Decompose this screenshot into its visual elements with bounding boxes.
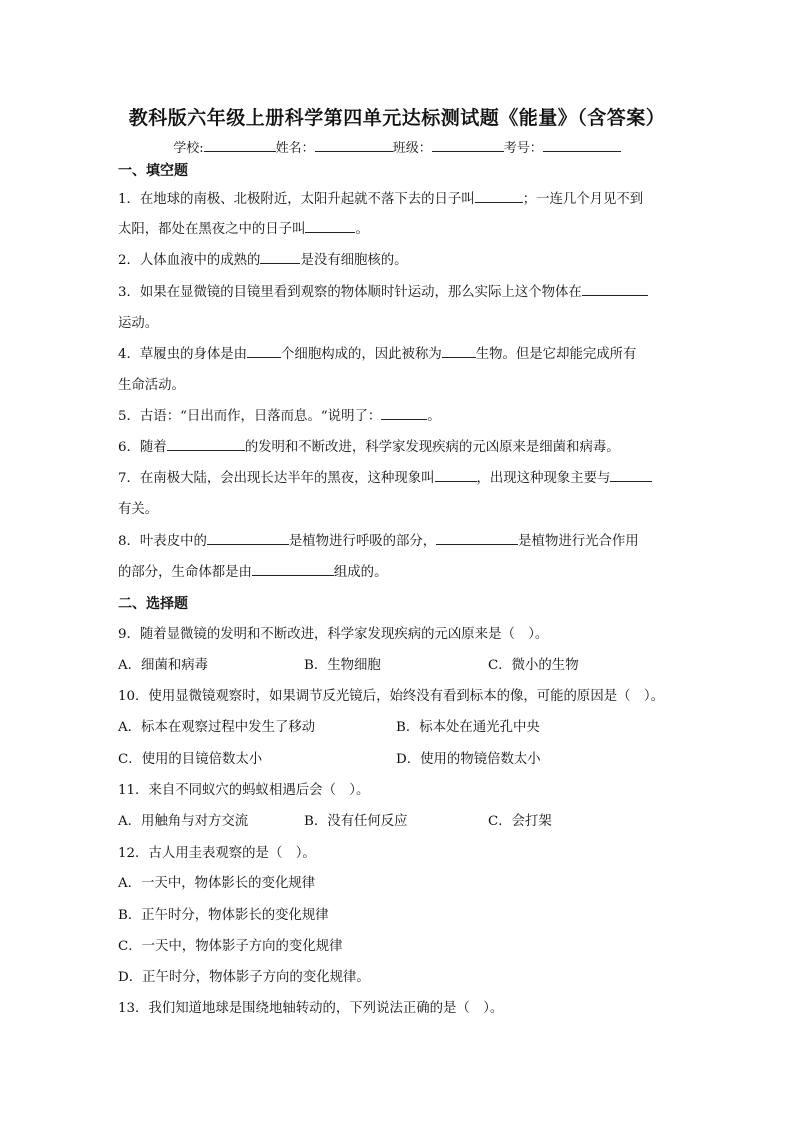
student-info-row: [0, 137, 794, 156]
question-11: 11．来自不同蚁穴的蚂蚁相遇后会（ ）。: [118, 783, 370, 798]
blank-q1-2[interactable]: [305, 219, 355, 233]
q9-option-a[interactable]: A．细菌和病毒: [118, 658, 209, 673]
q12-option-b[interactable]: B．正午时分，物体影长的变化规律: [118, 908, 329, 923]
number-label: 考号：: [503, 141, 543, 156]
blank-q2[interactable]: [260, 250, 300, 264]
question-8-line1: 8．叶表皮中的 是植物进行呼吸的部分， 是植物进行光合作用: [118, 530, 639, 549]
section-fill-in-blank: 一、填空题: [118, 163, 188, 179]
question-2: 2．人体血液中的成熟的 是没有细胞核的。: [118, 249, 408, 268]
q10-option-c[interactable]: C．使用的目镜倍数太小: [118, 752, 263, 767]
q12-option-a[interactable]: A．一天中，物体影长的变化规律: [118, 876, 316, 891]
q9-option-b[interactable]: B．生物细胞: [304, 658, 381, 673]
question-4-line1: 4．草履虫的身体是由 个细胞构成的，因此被称为 生物。但是它却能完成所有: [118, 343, 636, 362]
blank-q7-1[interactable]: [435, 468, 477, 482]
name-field[interactable]: [315, 138, 393, 152]
question-5: 5．古语：“日出而作，日落而息。“说明了： 。: [118, 405, 441, 424]
question-3-line1: 3．如果在显微镜的目镜里看到观察的物体顺时针运动，那么实际上这个物体在: [118, 281, 648, 300]
class-field[interactable]: [432, 138, 504, 152]
q10-option-d[interactable]: D．使用的物镜倍数太小: [396, 752, 541, 767]
q9-option-c[interactable]: C．微小的生物: [488, 658, 579, 673]
question-13: 13．我们知道地球是围绕地轴转动的，下列说法正确的是（ ）。: [118, 1001, 504, 1016]
q11-option-c[interactable]: C．会打架: [488, 814, 552, 829]
q10-option-b[interactable]: B．标本处在通光孔中央: [396, 720, 540, 735]
question-9: 9．随着显微镜的发明和不断改进，科学家发现疾病的元凶原来是（ ）。: [118, 627, 549, 642]
question-7-line2: 有关。: [118, 502, 159, 517]
blank-q8-3[interactable]: [252, 562, 334, 576]
q10-option-a[interactable]: A．标本在观察过程中发生了移动: [118, 720, 316, 735]
blank-q1-1[interactable]: [475, 189, 523, 203]
question-4-line2: 生命活动。: [118, 378, 185, 393]
question-8-line2: 的部分，生命体都是由 组成的。: [118, 561, 387, 580]
q11-option-b[interactable]: B．没有任何反应: [304, 814, 408, 829]
question-10: 10．使用显微镜观察时，如果调节反光镜后，始终没有看到标本的像，可能的原因是（ ）。: [118, 689, 664, 704]
number-field[interactable]: [543, 138, 621, 152]
blank-q4-1[interactable]: [247, 344, 281, 358]
q12-option-c[interactable]: C．一天中，物体影子方向的变化规律: [118, 939, 343, 954]
blank-q3[interactable]: [582, 282, 648, 296]
school-label: 学校:: [173, 141, 204, 156]
blank-q8-2[interactable]: [436, 531, 518, 545]
blank-q8-1[interactable]: [207, 531, 289, 545]
blank-q7-2[interactable]: [610, 468, 652, 482]
question-12: 12．古人用圭表观察的是（ ）。: [118, 846, 316, 861]
question-1-line1: 1．在地球的南极、北极附近，太阳升起就不落下去的日子叫 ；一连几个月见不到: [118, 188, 643, 207]
question-1-line2: 太阳，都处在黑夜之中的日子叫 。: [118, 218, 369, 237]
section-multiple-choice: 二、选择题: [118, 596, 188, 612]
blank-q6[interactable]: [167, 437, 245, 451]
question-3-line2: 运动。: [118, 316, 159, 331]
q12-option-d[interactable]: D．正午时分，物体影子方向的变化规律。: [118, 970, 370, 985]
question-7-line1: 7．在南极大陆，会出现长达半年的黑夜，这种现象叫 ，出现这种现象主要与: [118, 467, 652, 486]
page-title: 教科版六年级上册科学第四单元达标测试题《能量》（含答案）: [128, 107, 666, 129]
name-label: 姓名：: [275, 141, 315, 156]
school-field[interactable]: [204, 138, 276, 152]
class-label: 班级：: [392, 141, 432, 156]
blank-q4-2[interactable]: [442, 344, 476, 358]
blank-q5[interactable]: [381, 406, 427, 420]
question-6: 6．随着 的发明和不断改进，科学家发现疾病的元凶原来是细菌和病毒。: [118, 436, 620, 455]
q11-option-a[interactable]: A．用触角与对方交流: [118, 814, 249, 829]
